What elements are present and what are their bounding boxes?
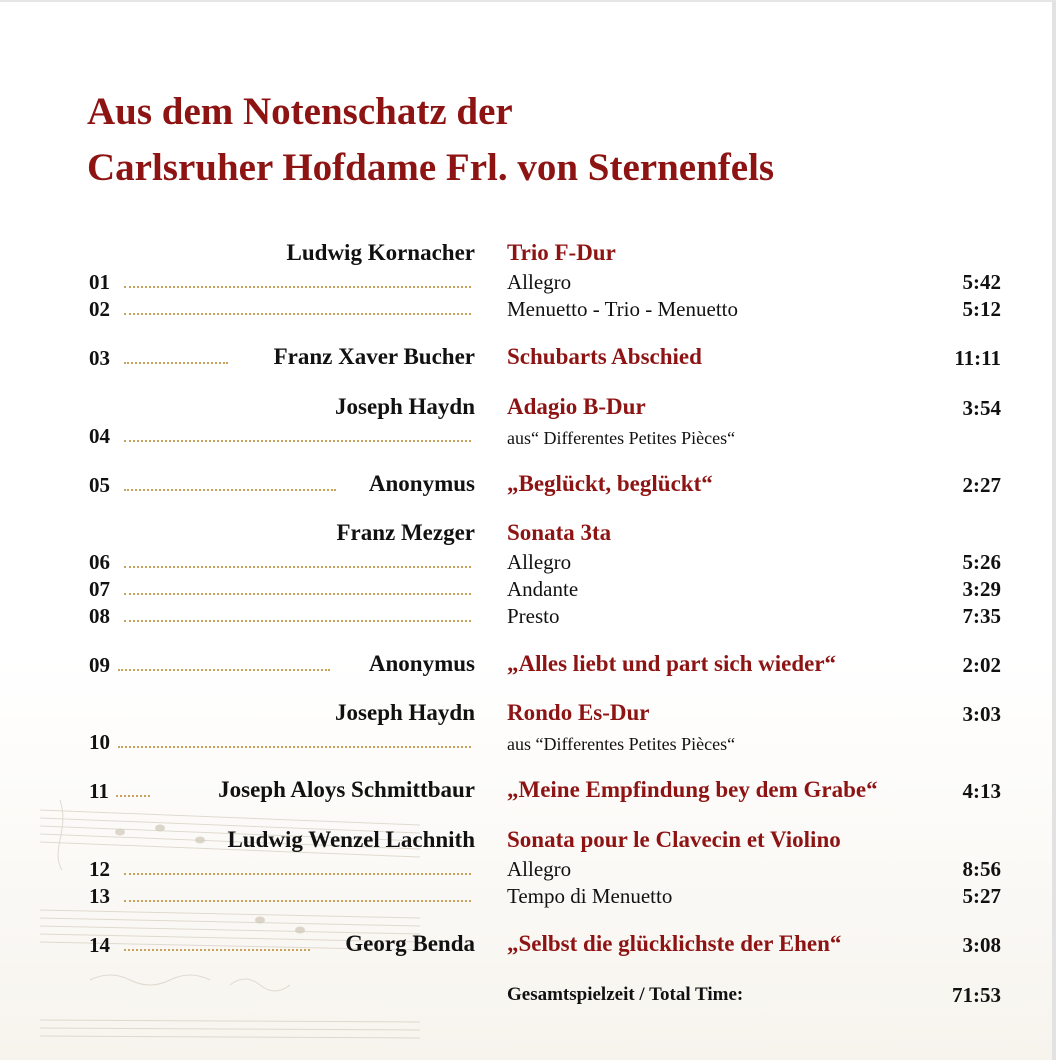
leader-dots xyxy=(124,489,336,491)
leader-dots xyxy=(124,286,471,288)
movement-title: Tempo di Menuetto xyxy=(507,884,673,908)
track-work-title: „Beglückt, beglückt“ xyxy=(507,471,713,496)
album-title-line-2: Carlsruher Hofdame Frl. von Sternenfels xyxy=(87,146,775,189)
track-time: 4:13 xyxy=(962,779,1001,803)
track-work-title: Schubarts Abschied xyxy=(507,344,702,369)
track-composer: Joseph Haydn xyxy=(335,700,475,725)
track-composer: Ludwig Wenzel Lachnith xyxy=(227,827,475,852)
leader-dots xyxy=(118,669,330,671)
track-composer: Anonymus xyxy=(368,471,475,496)
track-work-title: Trio F-Dur xyxy=(507,240,616,265)
track-number: 05 xyxy=(89,473,110,497)
leader-dots xyxy=(124,949,310,951)
track-time: 11:11 xyxy=(954,346,1001,370)
movement-title: Allegro xyxy=(507,270,572,294)
track-composer: Franz Mezger xyxy=(336,520,475,545)
leader-dots xyxy=(124,873,471,875)
track-composer: Georg Benda xyxy=(345,931,475,956)
track-time: 5:26 xyxy=(962,550,1001,574)
track-composer: Anonymus xyxy=(368,651,475,676)
movement-title: Presto xyxy=(507,604,560,628)
album-title xyxy=(87,84,774,196)
track-time: 5:42 xyxy=(962,270,1001,294)
track-composer: Joseph Aloys Schmittbaur xyxy=(218,777,475,802)
track-number: 06 xyxy=(89,550,110,574)
total-time-label: Gesamtspielzeit / Total Time: xyxy=(507,984,744,1005)
track-work-title: „Alles liebt und part sich wieder“ xyxy=(507,651,837,676)
leader-dots xyxy=(124,313,471,315)
track-number: 09 xyxy=(89,653,110,677)
track-number: 03 xyxy=(89,346,110,370)
track-work-title: „Meine Empfindung bey dem Grabe“ xyxy=(507,777,878,802)
track-time: 3:03 xyxy=(962,702,1001,726)
track-work-title: Adagio B-Dur xyxy=(507,394,646,419)
track-time: 2:02 xyxy=(962,653,1001,677)
track-time: 2:27 xyxy=(962,473,1001,497)
leader-dots xyxy=(116,795,150,797)
track-number: 11 xyxy=(89,779,109,803)
track-number: 01 xyxy=(89,270,110,294)
track-composer: Ludwig Kornacher xyxy=(286,240,475,265)
track-time: 8:56 xyxy=(962,857,1001,881)
movement-title: Menuetto - Trio - Menuetto xyxy=(507,297,738,321)
sheet-music-watermark xyxy=(0,770,420,1060)
movement-title: Andante xyxy=(507,577,579,601)
track-time: 3:29 xyxy=(962,577,1001,601)
track-work-title: Rondo Es-Dur xyxy=(507,700,650,725)
leader-dots xyxy=(124,566,471,568)
movement-title: Allegro xyxy=(507,550,572,574)
leader-dots xyxy=(124,362,228,364)
track-work-title: Sonata pour le Clavecin et Violino xyxy=(507,827,841,852)
total-time-value: 71:53 xyxy=(952,983,1001,1007)
track-composer: Joseph Haydn xyxy=(335,394,475,419)
movement-title: Allegro xyxy=(507,857,572,881)
leader-dots xyxy=(124,620,471,622)
track-number: 14 xyxy=(89,933,110,957)
track-time: 5:12 xyxy=(962,297,1001,321)
track-number: 08 xyxy=(89,604,110,628)
work-source-note: aus “Differentes Petites Pièces“ xyxy=(507,734,736,754)
leader-dots xyxy=(124,440,471,442)
track-number: 07 xyxy=(89,577,110,601)
track-number: 04 xyxy=(89,424,110,448)
album-title-line-1: Aus dem Notenschatz der xyxy=(87,90,513,133)
track-work-title: Sonata 3ta xyxy=(507,520,612,545)
track-time: 3:54 xyxy=(962,396,1001,420)
track-number: 12 xyxy=(89,857,110,881)
leader-dots xyxy=(124,593,471,595)
track-work-title: „Selbst die glücklichste der Ehen“ xyxy=(507,931,842,956)
track-number: 10 xyxy=(89,730,110,754)
track-composer: Franz Xaver Bucher xyxy=(273,344,475,369)
leader-dots xyxy=(124,900,471,902)
work-source-note: aus“ Differentes Petites Pièces“ xyxy=(507,428,736,448)
track-time: 5:27 xyxy=(962,884,1001,908)
track-number: 02 xyxy=(89,297,110,321)
track-time: 7:35 xyxy=(962,604,1001,628)
track-number: 13 xyxy=(89,884,110,908)
leader-dots xyxy=(118,746,471,748)
track-time: 3:08 xyxy=(962,933,1001,957)
